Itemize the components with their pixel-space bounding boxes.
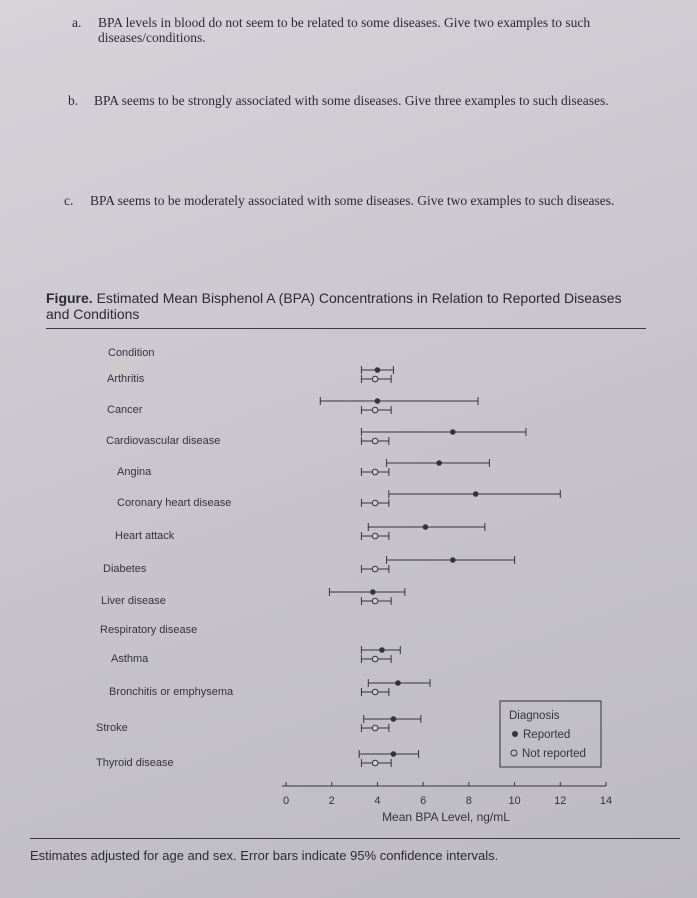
- mean-point-not-reported: [372, 656, 378, 662]
- condition-label: Thyroid disease: [96, 757, 174, 769]
- x-tick-label: 4: [374, 795, 381, 807]
- mean-point-not-reported: [372, 689, 378, 695]
- legend-not-reported-marker: [511, 750, 517, 756]
- x-tick-label: 14: [599, 795, 613, 807]
- mean-point-reported: [450, 429, 456, 435]
- mean-point-reported: [370, 589, 376, 595]
- condition-label: Diabetes: [103, 563, 147, 575]
- condition-label: Respiratory disease: [100, 624, 198, 636]
- condition-label: Coronary heart disease: [117, 497, 232, 509]
- mean-point-reported: [391, 751, 397, 757]
- x-tick-label: 8: [465, 795, 472, 807]
- mean-point-not-reported: [372, 725, 378, 731]
- legend-not-reported-label: Not reported: [522, 748, 586, 760]
- condition-label: Liver disease: [101, 595, 166, 607]
- question-b-letter: b.: [68, 93, 79, 108]
- question-a-letter: a.: [72, 15, 82, 30]
- x-axis-label: Mean BPA Level, ng/mL: [382, 810, 510, 824]
- legend-title: Diagnosis: [509, 710, 560, 722]
- mean-point-reported: [450, 557, 456, 563]
- mean-point-not-reported: [372, 566, 378, 572]
- question-b-text: BPA seems to be strongly associated with some diseases. Give three examples to such diseases.: [94, 93, 609, 108]
- condition-label: Angina: [117, 466, 152, 478]
- x-tick-label: 2: [328, 795, 335, 807]
- mean-point-not-reported: [372, 533, 378, 539]
- condition-label: Cardiovascular disease: [106, 435, 221, 447]
- mean-point-not-reported: [372, 598, 378, 604]
- mean-point-not-reported: [372, 469, 378, 475]
- mean-point-reported: [391, 716, 397, 722]
- figure-bottom-rule: [30, 838, 680, 839]
- condition-label: Stroke: [96, 722, 128, 734]
- mean-point-not-reported: [372, 376, 378, 382]
- mean-point-not-reported: [372, 500, 378, 506]
- x-tick-label: 6: [420, 795, 427, 807]
- legend-reported-marker: [512, 731, 518, 737]
- condition-label: Heart attack: [115, 530, 175, 542]
- mean-point-reported: [473, 491, 479, 497]
- x-tick-label: 10: [508, 795, 521, 807]
- figure-footnote: Estimates adjusted for age and sex. Error bars indicate 95% confidence intervals.: [30, 848, 499, 863]
- condition-label: Bronchitis or emphysema: [109, 686, 234, 698]
- mean-point-reported: [395, 680, 401, 686]
- y-axis-label: Condition: [108, 347, 155, 359]
- mean-point-not-reported: [372, 760, 378, 766]
- condition-label: Cancer: [107, 404, 143, 416]
- mean-point-reported: [375, 367, 381, 373]
- legend-reported-label: Reported: [523, 729, 571, 741]
- question-c-letter: c.: [64, 193, 74, 208]
- x-tick-label: 12: [554, 795, 567, 807]
- x-tick-label: 0: [282, 795, 290, 807]
- mean-point-reported: [379, 647, 385, 653]
- question-a-text: BPA levels in blood do not seem to be related to some diseases. Give two examples to such diseases/conditions.: [98, 15, 591, 45]
- mean-point-not-reported: [372, 407, 378, 413]
- mean-point-reported: [423, 524, 429, 530]
- question-c-text: BPA seems to be moderately associated with some diseases. Give two examples to such diseases.: [90, 193, 615, 208]
- figure-caption-text: Estimated Mean Bisphenol A (BPA) Concentrations in Relation to Reported Diseases and Conditions: [46, 290, 622, 322]
- mean-point-reported: [436, 460, 442, 466]
- condition-label: Arthritis: [107, 373, 145, 385]
- mean-point-not-reported: [372, 438, 378, 444]
- figure-label: Figure.: [46, 290, 93, 306]
- mean-point-reported: [375, 398, 381, 404]
- condition-label: Asthma: [111, 653, 149, 665]
